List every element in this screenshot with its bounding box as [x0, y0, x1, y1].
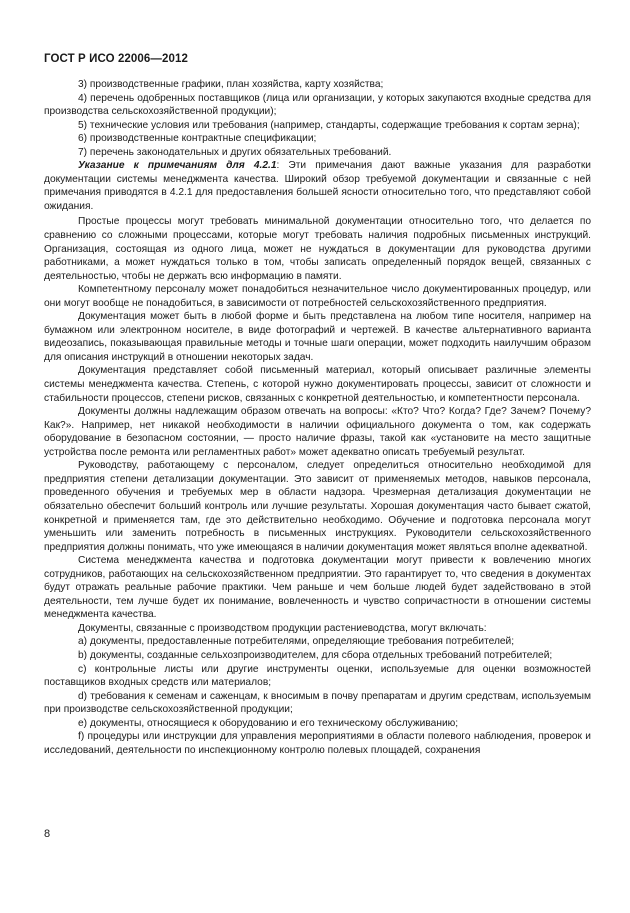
- note-lead: Указание к примечаниям для 4.2.1: [78, 160, 277, 172]
- paragraph: Руководству, работающему с персоналом, следует определиться относительно необходимой для предприятия степени детализации документации. Это зависит от применяемых методов, навыков персонала, проведенного обучения и требуемых мер в области надзора. Чрезмерная детализация документации не обязательно обеспечит больший контроль или лучшие результаты. Хорошая документация часто бывает сжатой, конкретной и применяется там, где это действительно необходимо. Обучение и подготовка персонала могут уменьшить или заменить потребность в письменных инструкциях. Руководители сельскохозяйственного предприятия должны понимать, что уже имеющаяся в наличии документация может являться вполне адекватной.: [44, 460, 591, 553]
- list-item-3: 3) производственные графики, план хозяйства, карту хозяйства;: [78, 79, 384, 90]
- list-item-b: b) документы, созданные сельхозпроизводителем, для сбора отдельных требований потребителей;: [78, 649, 553, 661]
- paragraph: Документы, связанные с производством продукции растениеводства, могут включать:: [78, 622, 487, 634]
- list-item-e: e) документы, относящиеся к оборудованию и его техническому обслуживанию;: [78, 717, 459, 729]
- list-item-7: 7) перечень законодательных и других обязательных требований.: [78, 146, 392, 158]
- list-item-c: c) контрольные листы или другие инструменты оценки, используемые для оценки возможностей поставщиков входных средств или материалов;: [44, 663, 591, 689]
- list-item-d: d) требования к семенам и саженцам, к вносимым в почву препаратам и другим средствам, используемым при производстве сельскохозяйственной продукции;: [44, 690, 591, 716]
- list-item-5: 5) технические условия или требования (например, стандарты, содержащие требования к сортам зерна);: [78, 119, 580, 131]
- paragraph: Система менеджмента качества и подготовка документации могут привести к вовлечению многих сотрудников, работающих на сельскохозяйственном предприятии. Это гарантирует то, что сведения в документах будут отражать реальные рабочие практики. Чем раньше и чем больше людей будет задействовано в этой деятельности, тем лучше будет их понимание, вовлеченность и чувство сопричастности в отношении системы менеджмента качества.: [44, 555, 591, 621]
- paragraph: Документы должны надлежащим образом отвечать на вопросы: «Кто? Что? Когда? Где? Зачем? Почему? Как?». Например, нет никакой необходимости в наличии официального документа о том, как содержать оборудование в безопасном состоянии, — просто наличие фразы, такой как «установите на место защитные устройства после ремонта или регламентных работ» может адекватно описать требуемый результат.: [44, 406, 591, 458]
- paragraph: Компетентному персоналу может понадобиться незначительное число документированных процедур, или они могут вообще не понадобиться, в зависимости от потребностей сельскохозяйственного предприятия.: [44, 284, 591, 309]
- paragraph: Документация может быть в любой форме и быть представлена на любом типе носителя, например на бумажном или электронном носителе, в виде фотографий и чертежей. В качестве альтернативного варианта видеозапись, показывающая правильные методы и точные шаги операции, может подходить наилучшим образом для описания инструкций в отношении некоторых задач.: [44, 311, 591, 363]
- page-number: 8: [44, 828, 51, 840]
- list-item-6: 6) производственные контрактные спецификации;: [78, 133, 317, 145]
- note-text: : Эти примечания дают важные указания для разработки документации системы менеджмента качества. Широкий обзор требуемой документации и связанные с ней примечания приводятся в 4.2.1 для предоставления большей ясности относительно того, что представляют собой ожидания.: [44, 160, 591, 212]
- list-item-4: 4) перечень одобренных поставщиков (лица или организации, у которых закупаются входные средства для производства сельскохозяйственной продукции);: [44, 92, 591, 118]
- note-paragraph: [44, 159, 591, 213]
- document-header: ГОСТ Р ИСО 22006—2012: [44, 53, 189, 65]
- list-item-a: a) документы, предоставленные потребителями, определяющие требования потребителей;: [78, 636, 515, 648]
- paragraph: Документация представляет собой письменный материал, который описывает различные элементы системы менеджмента качества. Степень, с которой нужно документировать процессы, зависит от сложности и стабильности процессов, степени рисков, связанных с конкретной деятельностью, и компетентности персонала.: [44, 365, 591, 404]
- document-body: [44, 78, 591, 757]
- paragraph: Простые процессы могут требовать минимальной документации относительно того, что делается по сравнению со сложными процессами, которые могут требовать наличия подробных письменных инструкций. Организация, состоящая из одного лица, может не нуждаться в документации для руководства другими работниками, а может нуждаться только в том, чтобы записать определенный порядок вещей, связанных с деятельностью, чтобы не держать всю информацию в памяти.: [44, 216, 591, 282]
- list-item-f: f) процедуры или инструкции для управления мероприятиями в области полевого наблюдения, проверок и исследований, деятельности по инспекционному контролю полевых площадей, сохранения: [44, 731, 591, 756]
